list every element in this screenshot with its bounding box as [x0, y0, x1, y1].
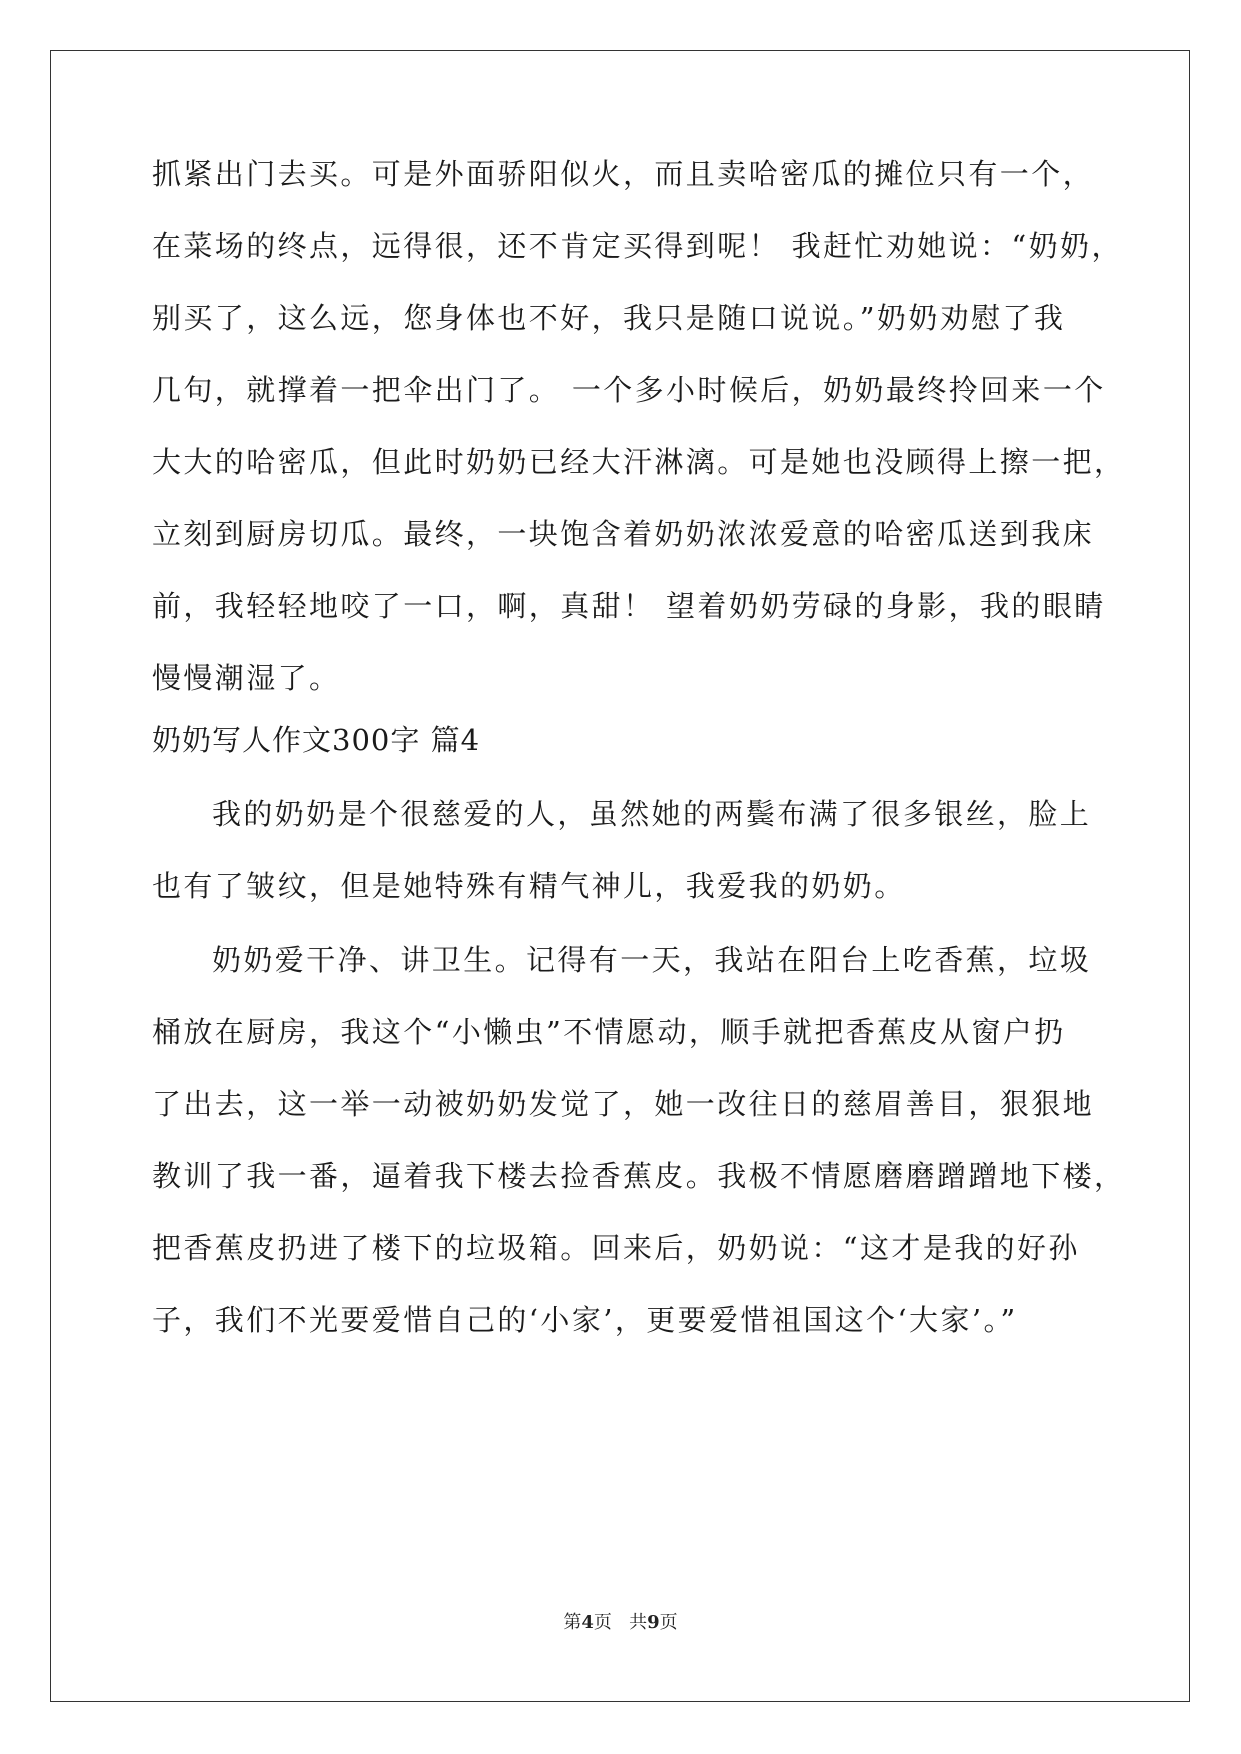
text-line: 立刻到厨房切瓜。最终，一块饱含着奶奶浓浓爱意的哈密瓜送到我床 — [152, 517, 1095, 551]
text-line: 了出去，这一举一动被奶奶发觉了，她一改往日的慈眉善目，狠狠地 — [152, 1087, 1095, 1121]
text-line: 奶奶爱干净、讲卫生。记得有一天，我站在阳台上吃香蕉，垃圾 — [212, 943, 1092, 977]
text-line: 我的奶奶是个很慈爱的人，虽然她的两鬓布满了很多银丝，脸上 — [212, 797, 1092, 831]
text-line: 前，我轻轻地咬了一口，啊，真甜！ 望着奶奶劳碌的身影，我的眼睛 — [152, 589, 1106, 623]
section-heading: 奶奶写人作文300字 篇4 — [152, 723, 481, 757]
text-line: 慢慢潮湿了。 — [152, 661, 341, 695]
text-line: 把香蕉皮扔进了楼下的垃圾箱。回来后，奶奶说：“这才是我的好孙 — [152, 1231, 1080, 1265]
footer-prefix: 第 — [563, 1612, 582, 1633]
text-line: 别买了，这么远，您身体也不好，我只是随口说说。”奶奶劝慰了我 — [152, 301, 1066, 335]
total-page-number: 9 — [647, 1612, 660, 1633]
text-line: 在菜场的终点，远得很，还不肯定买得到呢！ 我赶忙劝她说：“奶奶， — [152, 229, 1123, 263]
text-line: 也有了皱纹，但是她特殊有精气神儿，我爱我的奶奶。 — [152, 869, 906, 903]
footer-suffix: 页 — [659, 1612, 678, 1633]
text-line: 教训了我一番，逼着我下楼去捡香蕉皮。我极不情愿磨磨蹭蹭地下楼， — [152, 1159, 1126, 1193]
text-line: 桶放在厨房，我这个“小懒虫”不情愿动，顺手就把香蕉皮从窗户扔 — [152, 1015, 1066, 1049]
text-line: 子，我们不光要爱惜自己的‘小家’，更要爱惜祖国这个‘大家’。” — [152, 1303, 1018, 1337]
current-page-number: 4 — [581, 1612, 594, 1633]
text-line: 几句，就撑着一把伞出门了。 一个多小时候后，奶奶最终拎回来一个 — [152, 373, 1106, 407]
page-number-footer — [0, 1612, 1241, 1634]
footer-middle: 页 共 — [593, 1612, 648, 1633]
text-line: 大大的哈密瓜，但此时奶奶已经大汗淋漓。可是她也没顾得上擦一把， — [152, 445, 1126, 479]
text-line: 抓紧出门去买。可是外面骄阳似火，而且卖哈密瓜的摊位只有一个， — [152, 157, 1095, 191]
